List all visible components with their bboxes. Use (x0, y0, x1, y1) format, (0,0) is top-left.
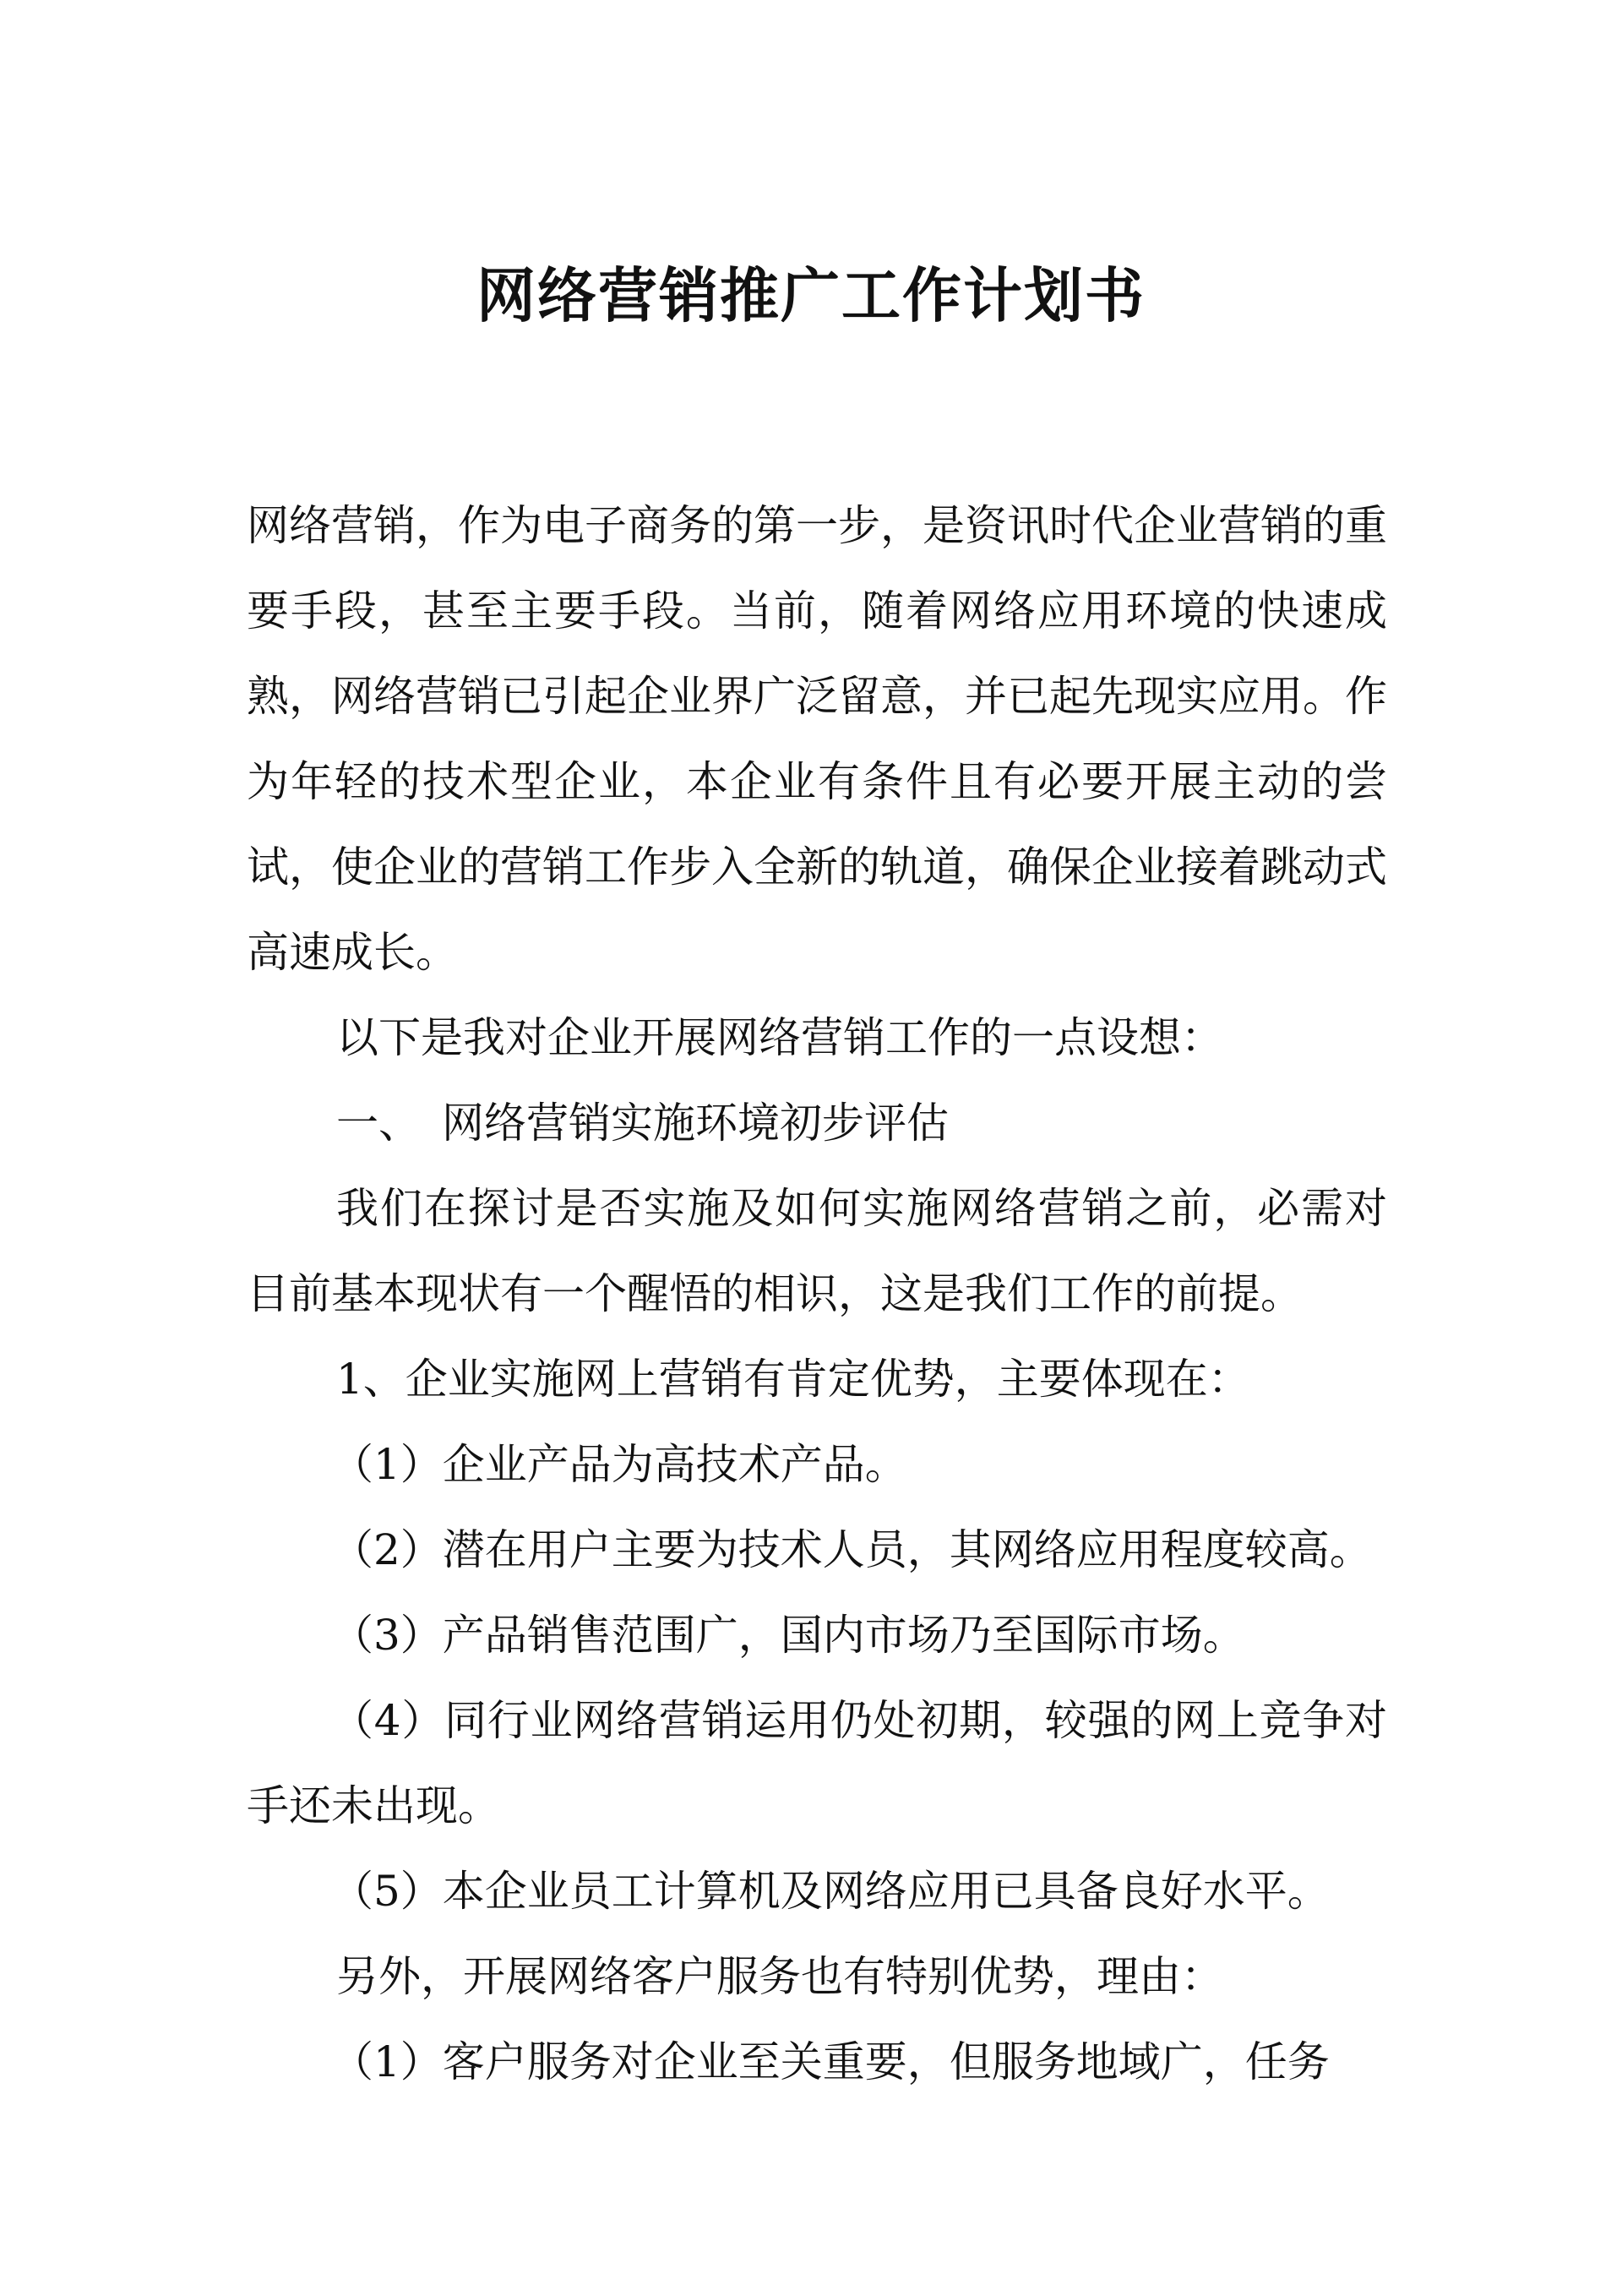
list-item: （2）潜在用户主要为技术人员，其网络应用程度较高。 (331, 1525, 1372, 1574)
section-heading-1: 一、 网络营销实施环境初步评估 (336, 1099, 949, 1148)
paragraph-outline-intro: 以下是我对企业开展网络营销工作的一点设想： (336, 1013, 1223, 1062)
list-item: （5）本企业员工计算机及网络应用已具备良好水平。 (331, 1867, 1330, 1916)
paragraph-intro: 网络营销，作为电子商务的第一步，是资讯时代企业营销的重要手段，甚至主要手段。当前，随着网络应用环境的快速成熟，网络营销已引起企业界广泛留意，并已起先现实应用。作为年轻的技术型企业，本企业有条件且有必要开展主动的尝试，使企业的营销工作步入全新的轨道，确保企业接着跳动式高速成长。 (247, 501, 1387, 977)
document-body (247, 483, 1387, 2105)
list-item: （1）客户服务对企业至关重要，但服务地域广，任务 (331, 2037, 1330, 2086)
list-item: （1）企业产品为高技术产品。 (331, 1440, 907, 1489)
paragraph-service-advantages: 另外，开展网络客户服务也有特别优势，理由： (336, 1952, 1223, 2001)
list-heading-advantages: 1、企业实施网上营销有肯定优势，主要体现在： (336, 1355, 1250, 1404)
list-item: （4）同行业网络营销运用仍处初期，较强的网上竞争对手还未出现。 (247, 1696, 1387, 1830)
list-item: （3）产品销售范围广，国内市场乃至国际市场。 (331, 1611, 1245, 1660)
paragraph-premise: 我们在探讨是否实施及如何实施网络营销之前，必需对目前基本现状有一个醒悟的相识，这是我们工作的前提。 (247, 1184, 1387, 1318)
document-title: 网络营销推广工作计划书 (476, 260, 1146, 330)
